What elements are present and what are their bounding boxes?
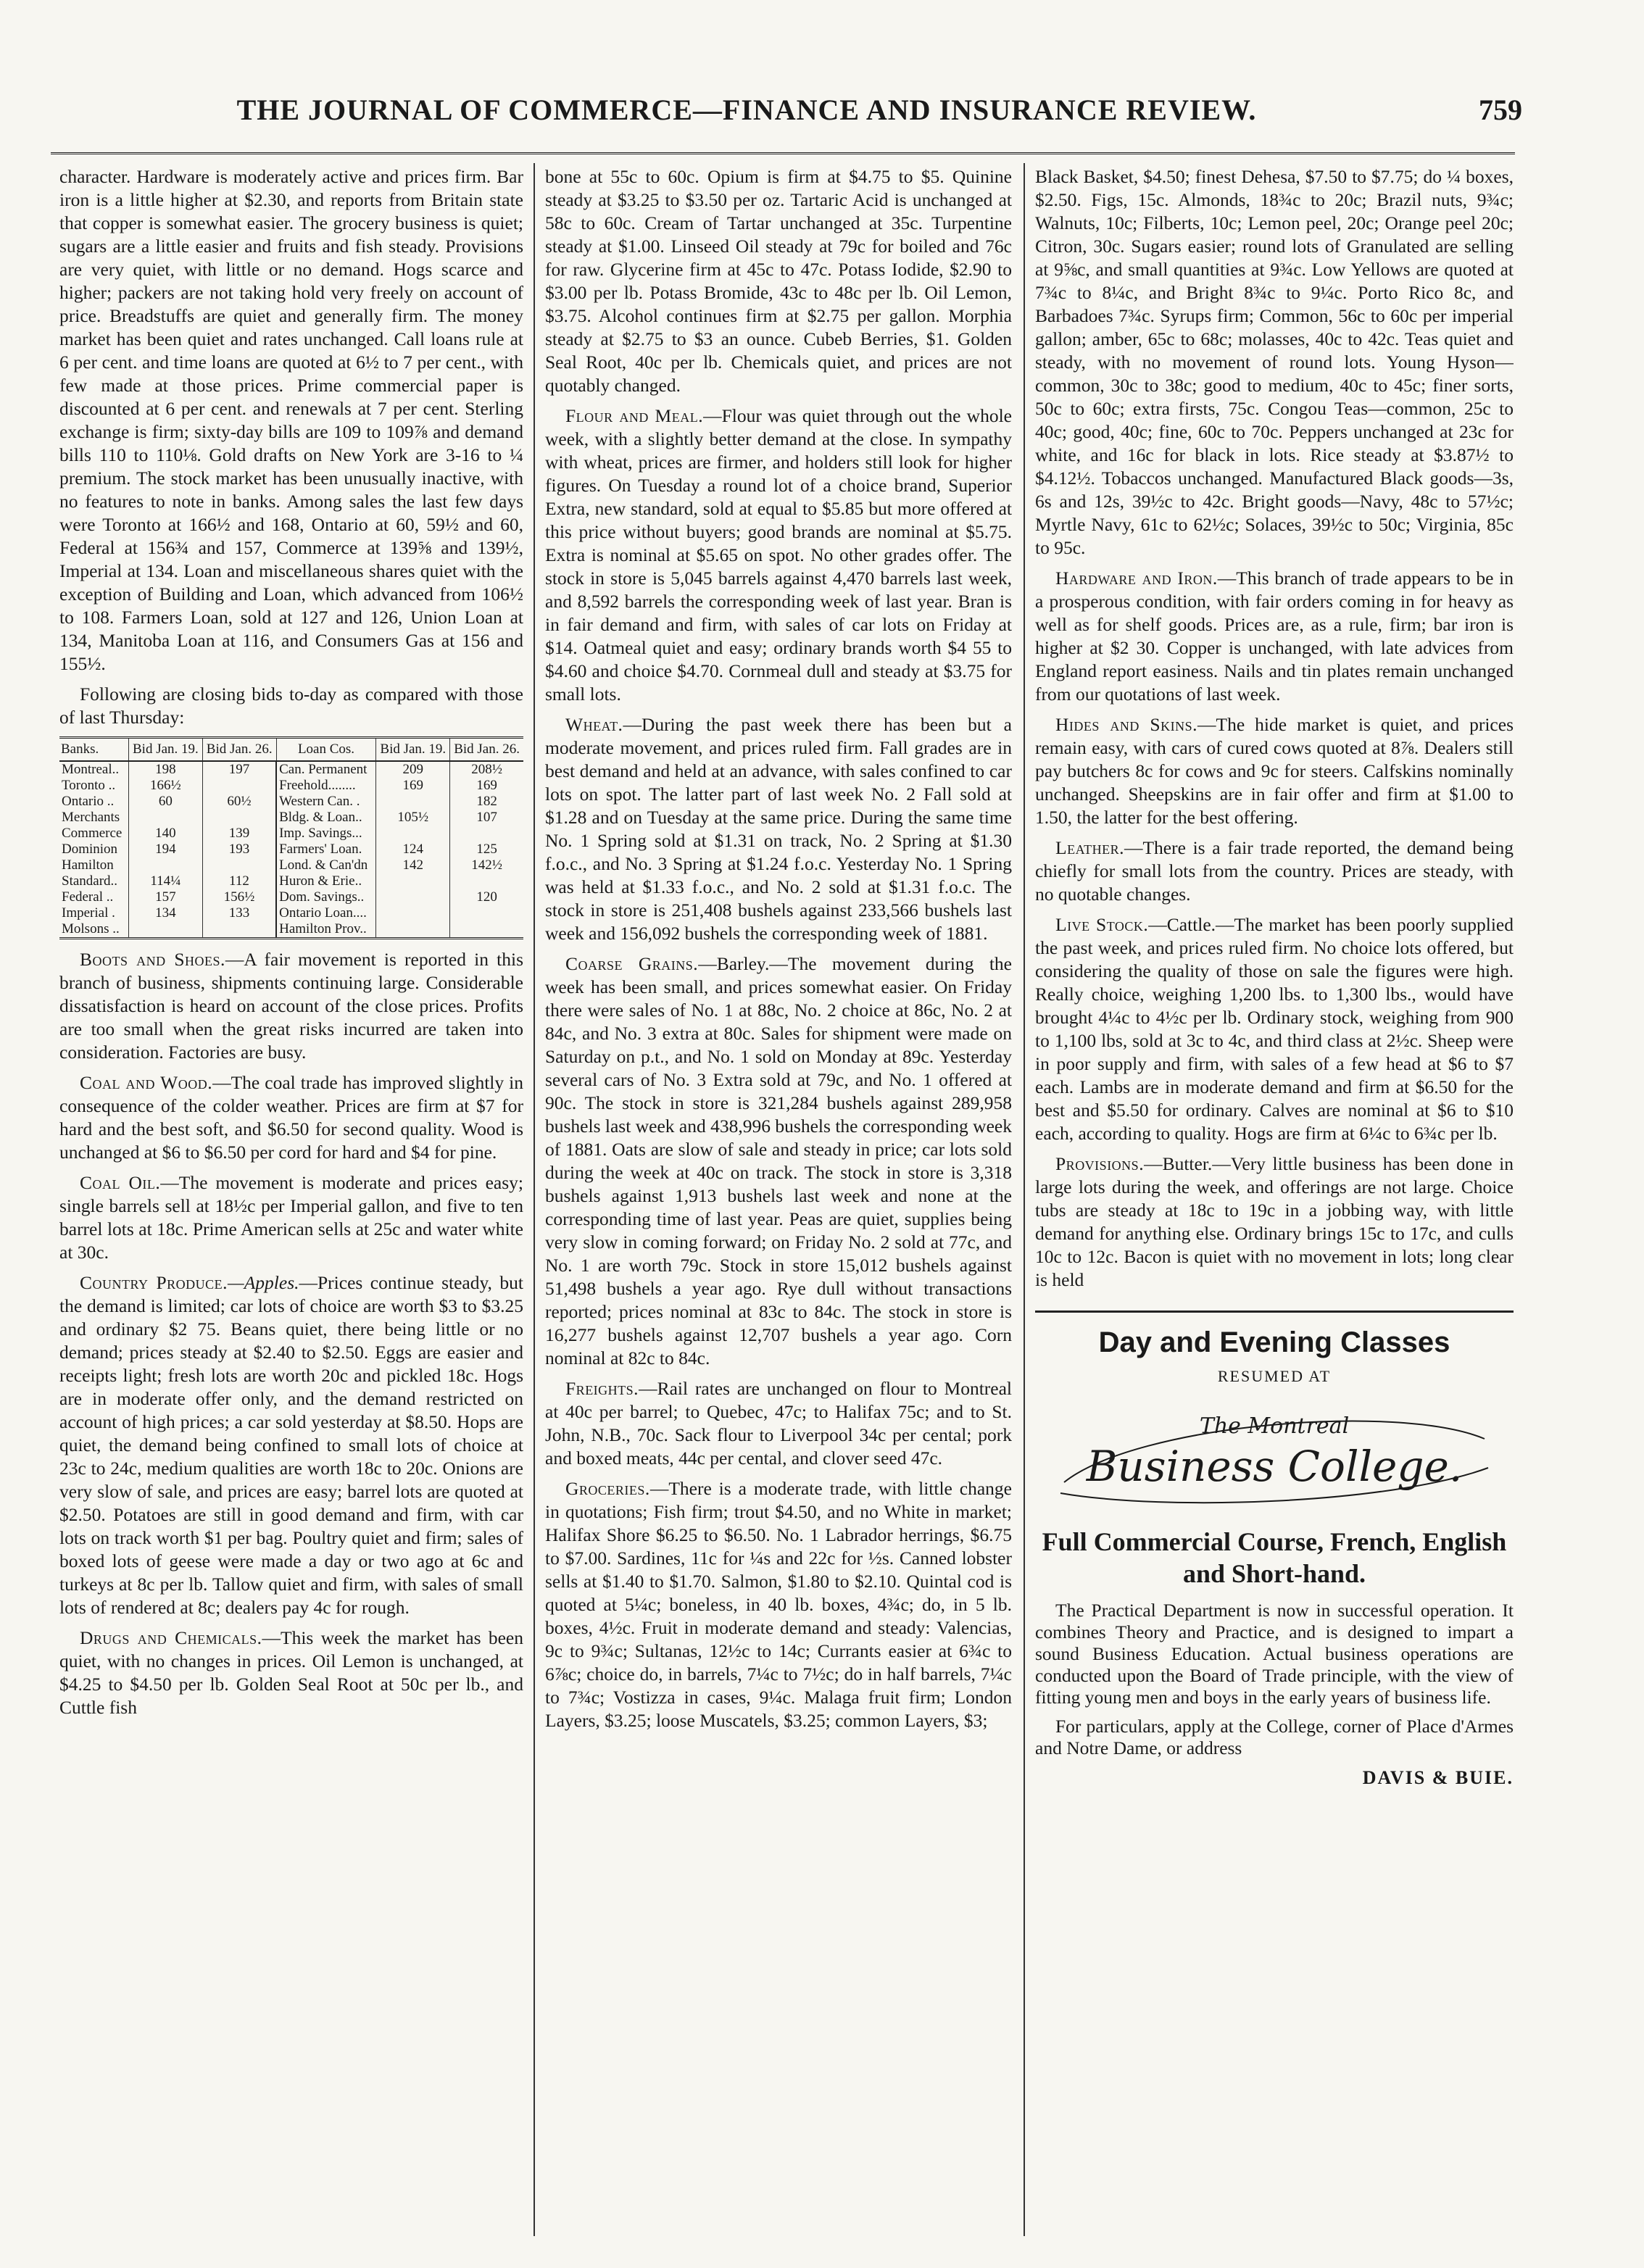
table-cell: 182 [450,794,523,810]
table-header: Bid Jan. 19. [129,738,203,762]
table-cell [202,778,276,794]
ad-body: The Practical Department is now in successful operation. It combines Theory and Practice, and is designed to impart a sound Business Education. Actual business operations are conducted upon the Board of Trade principle, with the view of fitting young men and boys in the early years of business life. [1035,1600,1514,1708]
college-logo [1050,1395,1499,1519]
page-header [43,93,1522,144]
table-cell [376,905,450,921]
table-cell: 105½ [376,810,450,826]
table-cell: 107 [450,810,523,826]
section-heading: Coal and Wood. [80,1072,213,1093]
section-heading: Provisions. [1055,1153,1145,1174]
boots-section [59,948,523,1064]
table-cell: Imp. Savings... [276,826,376,842]
header-rule [51,152,1515,154]
table-cell [129,921,203,939]
table-cell: 124 [376,842,450,857]
table-cell: 198 [129,761,203,778]
drugs-section [59,1627,523,1719]
table-cell: Bldg. & Loan.. [276,810,376,826]
table-cell: Standard.. [62,873,118,889]
table-cell [376,794,450,810]
table-cell [129,810,203,826]
table-cell: Toronto .. [62,778,116,793]
table-cell: Ontario Loan.... [276,905,376,921]
table-cell [376,921,450,939]
table-cell: Huron & Erie.. [276,873,376,889]
table-row [59,810,523,826]
column-3 [1035,165,1514,2238]
table-cell: 120 [450,889,523,905]
table-cell: 60½ [202,794,276,810]
table-row [59,826,523,842]
ad-contact: For particulars, apply at the College, corner of Place d'Armes and Notre Dame, or address [1035,1716,1514,1758]
table-cell [376,889,450,905]
table-cell [202,810,276,826]
section-text: —Rail rates are unchanged on flour to Montreal at 40c per barrel; to Quebec, 47c; to Halifax 75c; and to St. John, N.B., 70c. Sack flour to Liverpool 34c per cental; pork and boxed meats, 44c per cental, and clover seed 47c. [545,1378,1012,1469]
section-text: —Barley.—The movement during the week has been small, and prices somewhat easier. On Friday there were sales of No. 1 at 88c, No. 2 choice at 86c, No. 2 at 84c, and No. 3 extra at 80c. Sales for shipment were made on Saturday on p.t., and No. 1 sold on Monday at 89c. Yesterday several cars of No. 3 Extra sold at 79c, and No. 1 offered at 90c. The stock in store is 321,284 bushels against 289,958 bushels last week and 438,996 bushels the corresponding week of 1881. Oats are slow of sale and steady in price; car lots sold during the week at 40c on track. The stock in store is 3,318 bushels against 1,913 bushels last week and none at the corresponding time of last year. Peas are quiet, supplies being very slow in coming forward; on Friday No. 2 sold at 77c, and No. 1 are worth 79c. Stock in store 15,012 bushels against 51,498 bushels a year ago. Rye dull without transactions reported; prices nominal at 83c to 84c. The stock in store is 16,277 bushels against 12,707 bushels a year ago. Corn nominal at 82c to 84c. [545,953,1012,1368]
table-cell [450,873,523,889]
groceries-section [545,1477,1012,1732]
table-row [59,761,523,778]
page-number: 759 [1479,94,1522,126]
hardware-section [1035,567,1514,706]
market-summary-paragraph: character. Hardware is moderately active and prices firm. Bar iron is a little higher at $2.30, and reports from Britain state that copper is somewhat easier. The grocery business is quiet; sugars are a little easier and fruits and fish steady. Provisions are very quiet, with little or no demand. Hogs scarce and higher; packers are not taking hold very freely on account of price. Breadstuffs are quiet and generally firm. The money market has been quiet and rates unchanged. Call loans rule at 6 per cent. and time loans are quoted at 6½ to 7 per cent., with few made at those prices. Prime commercial paper is discounted at 6 per cent. and renewals at 7 per cent. Sterling exchange is firm; sixty-day bills are 109 to 109⅞ and demand bills 110 to 110⅛. Gold drafts on New York are 3-16 to ¼ premium. The stock market has been unusually inactive, with no features to note in banks. Among sales the last few days were Toronto at 166½ and 168, Ontario at 60, 59½ and 60, Federal at 156¾ and 157, Commerce at 139⅝ and 139½, Imperial at 134. Loan and miscellaneous shares quiet with the exception of Building and Loan, which advanced from 106½ to 108. Farmers Loan, sold at 127 and 126, Union Loan at 134, Manitoba Loan at 116, and Consumers Gas at 156 and 155½. [59,166,523,674]
journal-title: THE JOURNAL OF COMMERCE—FINANCE AND INSURANCE REVIEW. [236,94,1257,126]
section-heading: Live Stock. [1055,914,1149,935]
table-cell [450,905,523,921]
table-cell [376,873,450,889]
table-cell: 114¼ [129,873,203,889]
section-text: —This week the market has been quiet, with no changes in prices. Oil Lemon is unchanged, at $4.25 to $4.50 per lb. Golden Seal Root at 50c per lb., and Cuttle fish [59,1627,523,1718]
section-heading: Hardware and Iron. [1055,568,1218,589]
table-cell: 193 [202,842,276,857]
section-heading: Coal Oil. [80,1172,161,1193]
table-row [59,921,523,939]
section-heading: Country Produce. [80,1272,228,1293]
table-cell: Merchants [62,810,120,825]
table-cell: Molsons .. [62,921,120,936]
coarse-grains-section [545,952,1012,1370]
table-cell: Western Can. . [276,794,376,810]
logo-script-large: Business College. [1086,1442,1463,1491]
table-cell: 209 [376,761,450,778]
section-text: —The movement is moderate and prices easy; single barrels sell at 18½c per Imperial gallon, and five to ten barrel lots at 18c. Prime American sells at 25c and water white at 30c. [59,1172,523,1263]
section-heading: Leather. [1055,837,1124,858]
ad-course-line: Full Commercial Course, French, English and Short-hand. [1042,1527,1507,1588]
table-cell: 60 [129,794,203,810]
table-body [59,761,523,939]
table-cell: 157 [129,889,203,905]
drugs-continued: bone at 55c to 60c. Opium is firm at $4.75 to $5. Quinine steady at $3.25 to $3.50 per oz. Tartaric Acid is unchanged at 58c to 60c. Cream of Tartar unchanged at 35c. Turpentine steady at $1.00. Linseed Oil steady at 79c for boiled and 76c for raw. Glycerine firm at 45c to 47c. Potass Iodide, $2.90 to $3.00 per lb. Potass Bromide, 43c to 48c per lb. Oil Lemon, $3.75. Alcohol continues firm at $2.75 per gallon. Morphia steady at $2.75 to $3 an ounce. Cubeb Berries, $1. Golden Seal Root, 40c per lb. Chemicals quiet, and prices are not quotably changed. [545,166,1012,396]
table-row [59,905,523,921]
provisions-section [1035,1152,1514,1292]
table-cell [450,921,523,939]
table-cell: Farmers' Loan. [276,842,376,857]
ad-signature: DAVIS & BUIE. [1362,1767,1514,1788]
table-cell [202,921,276,939]
ad-title: Day and Evening Classes [1098,1326,1450,1358]
table-row [59,889,523,905]
table-cell: Freehold........ [276,778,376,794]
section-subheading: —Apples. [228,1272,299,1293]
table-cell: 139 [202,826,276,842]
table-header: Banks. [59,738,129,762]
table-cell: 140 [129,826,203,842]
table-cell: 169 [376,778,450,794]
section-heading: Flour and Meal. [565,405,704,426]
table-cell [129,857,203,873]
wheat-section [545,713,1012,945]
section-text: —There is a fair trade reported, the demand being chiefly for small lots from the country. Prices are steady, with no quotable changes. [1035,837,1514,905]
table-cell: Lond. & Can'dn [276,857,376,873]
hides-section [1035,713,1514,829]
leather-section [1035,836,1514,906]
section-text: —This branch of trade appears to be in a prosperous condition, with fair orders coming in for heavy as well as for shelf goods. Prices are, as a rule, firm; bar iron is higher at $2 30. Copper is unchanged, with late advices from England report easiness. Nails and tin plates remain unchanged from our quotations of last week. [1035,568,1514,705]
table-cell: 208½ [450,761,523,778]
section-heading: Wheat. [565,714,623,735]
coal-section [59,1071,523,1164]
closing-bids-table [59,736,523,939]
table-row [59,842,523,857]
business-college-advertisement [1035,1310,1514,1790]
table-cell: 133 [202,905,276,921]
column-2 [545,165,1012,2238]
section-text: —Prices continue steady, but the demand is limited; car lots of choice are worth $3 to $3.25 and ordinary $2 75. Beans quiet, there being little or no demand; prices steady at $2.40 to $2.50. Eggs are easier and receipts light; fresh lots are worth 20c and pickled 18c. Hogs are in moderate offer only, and the demand restricted on account of high prices; a car sold yesterday at $8.50. Hops are quiet, the demand being confined to small lots of choice at 23c to 24c, medium qualities are worth 18c to 20c. Onions are very slow of sale, and prices are easy; barrel lots are quoted at $2.50. Potatoes are still in good demand and firm, with car lots on track worth $1 per bag. Poultry quiet and firm; sales of boxed lots of geese were made a day or two ago at 6c and turkeys at 8c per lb. Tallow quiet and firm, with sales of small lots of rendered at 8c; dealers pay 4c for rough. [59,1272,523,1618]
table-row [59,857,523,873]
table-cell: Commerce [62,826,123,841]
table-cell [376,826,450,842]
table-cell [450,826,523,842]
table-cell: 156½ [202,889,276,905]
table-cell: 134 [129,905,203,921]
table-row [59,873,523,889]
table-cell: 112 [202,873,276,889]
table-row [59,794,523,810]
table-cell: 125 [450,842,523,857]
table-header: Loan Cos. [276,738,376,762]
logo-script-small: The Montreal [1199,1413,1350,1439]
table-header: Bid Jan. 26. [202,738,276,762]
section-heading: Hides and Skins. [1055,714,1197,735]
groceries-continued: Black Basket, $4.50; finest Dehesa, $7.50 to $7.75; do ¼ boxes, $2.50. Figs, 15c. Almonds, 18¾c to 20c; Brazil nuts, 9¾c; Walnuts, 10c; Filberts, 10c; Lemon peel, 20c; Orange peel 20c; Citron, 30c. Sugars easier; round lots of Granulated are selling at 9⅝c, and small quantities at 9¾c. Low Yellows are quoted at 7¾c to 8¼c, and Bright 8¾c to 9¼c. Porto Rico 8c, and Barbadoes 7¾c. Syrups firm; Common, 56c to 60c per imperial gallon; amber, 65c to 68c; molasses, 40c to 42c. Teas quiet and steady, with no movement of round lots. Young Hyson—common, 30c to 38c; good to medium, 40c to 45c; finer sorts, 50c to 60c; extra firsts, 75c. Congou Teas—common, 25c to 40c; good, 40c; fine, 60c to 70c. Peppers unchanged at 23c for white, and 16c for black in lots. Rice steady at $3.87½ to $4.12½. Tobaccos unchanged. Manufactured Black goods—3s, 6s and 12s, 39½c to 42c. Bright goods—Navy, 48c to 57½c; Myrtle Navy, 61c to 62½c; Solaces, 39½c to 50c; Virginia, 85c to 95c. [1035,166,1514,558]
section-text: —Flour was quiet through out the whole week, with a slightly better demand at the close. In sympathy with wheat, prices are firmer, and holders still look for higher figures. On Tuesday a round lot of a choice brand, Superior Extra, new standard, sold at equal to $5.85 but more offered at this price without buyers; good brands are nominal at $5.75. Extra is nominal at $5.65 on spot. No other grades offer. The stock in store is 5,045 barrels against 4,470 barrels last week, and 8,592 barrels the corresponding week of last year. Bran is in fair demand and firm, with sales of car lots on Friday at $14. Oatmeal quiet and easy; ordinary brands worth $4 55 to $4.60 and choice $4.70. Cornmeal dull and steady at $3.75 for small lots. [545,405,1012,705]
table-cell: 166½ [129,778,203,794]
column-1 [59,165,523,2238]
table-header: Bid Jan. 26. [450,738,523,762]
table-row [59,778,523,794]
section-text: —Butter.—Very little business has been done in large lots during the week, and offerings are not large. Choice tubs are steady at 18c to 19c in a jobbing way, with little demand for anything else. Ordinary brings 15c to 17c, and culls 10c to 12c. Bacon is quiet with no movement in lots; long clear is held [1035,1153,1514,1290]
coal-oil-section [59,1171,523,1264]
section-heading: Coarse Grains. [565,953,699,974]
freights-section [545,1377,1012,1470]
table-cell: Federal .. [62,889,114,905]
table-header: Bid Jan. 19. [376,738,450,762]
table-cell: Hamilton Prov.. [276,921,376,939]
section-text: —A fair movement is reported in this branch of business, shipments continuing large. Considerable dissatisfaction is heard on account of the close prices. Profits are too small when the great risks incurred are taken into consideration. Factories are busy. [59,949,523,1063]
table-cell: Ontario .. [62,794,115,809]
country-produce-section [59,1271,523,1619]
table-cell: 142½ [450,857,523,873]
table-cell: 142 [376,857,450,873]
section-text: —During the past week there has been but a moderate movement, and prices ruled firm. Fall grades are in best demand and held at an advance, with sales confined to car lots on spot. The latter part of last week No. 2 Fall sold at $1.28 and on Tuesday at the same price. During the same time No. 1 Spring sold at $1.31 on track, No. 2 Spring at $1.30 f.o.c., and No. 3 Spring at $1.24 f.o.c. Yesterday No. 1 Spring was held at $1.33 f.o.c., and No. 2 sold at $1.31 f.o.c. The stock in store is 251,408 bushels against 233,566 bushels last week and 156,092 bushels the corresponding week of 1881. [545,714,1012,944]
live-stock-section [1035,913,1514,1145]
section-heading: Freights. [565,1378,639,1399]
table-cell: Can. Permanent [276,761,376,778]
table-cell: Montreal.. [62,762,120,777]
flour-section [545,404,1012,706]
section-heading: Drugs and Chemicals. [80,1627,262,1648]
section-text: —The hide market is quiet, and prices remain easy, with cars of cured cows quoted at 8⅞. Dealers still pay butchers 8c for cows and 9c for steers. Calfskins nominally unchanged. Sheepskins are in fair offer and firm at $1.00 to 1.50, the latter for the best offering. [1035,714,1514,828]
section-heading: Groceries. [565,1478,650,1499]
section-text: —There is a moderate trade, with little change in quotations; Fish firm; trout $4.50, and no White in market; Halifax Shore $6.25 to $6.50. No. 1 Labrador herrings, $6.75 to $7.00. Sardines, 11c for ¼s and 22c for ½s. Canned lobster sells at $1.40 to $1.70. Salmon, $1.80 to $2.10. Quintal cod is quoted at 5¼c; boneless, in 40 lb. boxes, 4¾c; do, in 5 lb. boxes, 4½c. Fruit in moderate demand and steady: Valencias, 9c to 9¾c; Sultanas, 12½c to 14c; Currants easier at 6¾c to 6⅞c; choice do, in barrels, 7¼c to 7½c; do in half barrels, 7¼c to 7¾c; Vostizza in cases, 9¼c. Malaga fruit firm; London Layers, $3.25; loose Muscatels, $3.25; common Layers, $3; [545,1478,1012,1731]
table-cell: 194 [129,842,203,857]
column-divider [1024,163,1025,2236]
bids-intro: Following are closing bids to-day as compared with those of last Thursday: [59,684,523,728]
table-cell: Imperial . [62,905,115,921]
section-text: —Cattle.—The market has been poorly supplied the past week, and prices ruled firm. No choice lots offered, but considering the quality of those on sale the figures were high. Really choice, weighing 1,200 lbs. to 1,300 lbs., would have brought 4¼c to 4½c per lb. Ordinary stock, weighing from 900 to 1,100 lbs, sold at 3c to 4c, and third class at 2½c. Sheep were in poor supply and firm, with sales of a few head at $6 to $7 each. Lambs are in moderate demand and firm at $6.50 for the best and $5.50 for ordinary. Calves are nominal at $6 to $10 each, according to quality. Hogs are firm at 6¼c to 6¾c per lb. [1035,914,1514,1144]
table-cell: Dominion [62,842,118,857]
table-cell: Dom. Savings.. [276,889,376,905]
table-cell [202,857,276,873]
column-divider [534,163,535,2236]
ad-subtitle: RESUMED AT [1217,1367,1332,1385]
section-heading: Boots and Shoes. [80,949,225,970]
table-cell: 169 [450,778,523,794]
table-cell: Hamilton [62,857,114,873]
table-cell: 197 [202,761,276,778]
section-text: —The coal trade has improved slightly in consequence of the colder weather. Prices are firm at $7 for hard and the best soft, and $6.50 for second quality. Wood is unchanged at $6 to $6.50 per cord for hard and $4 for pine. [59,1072,523,1163]
